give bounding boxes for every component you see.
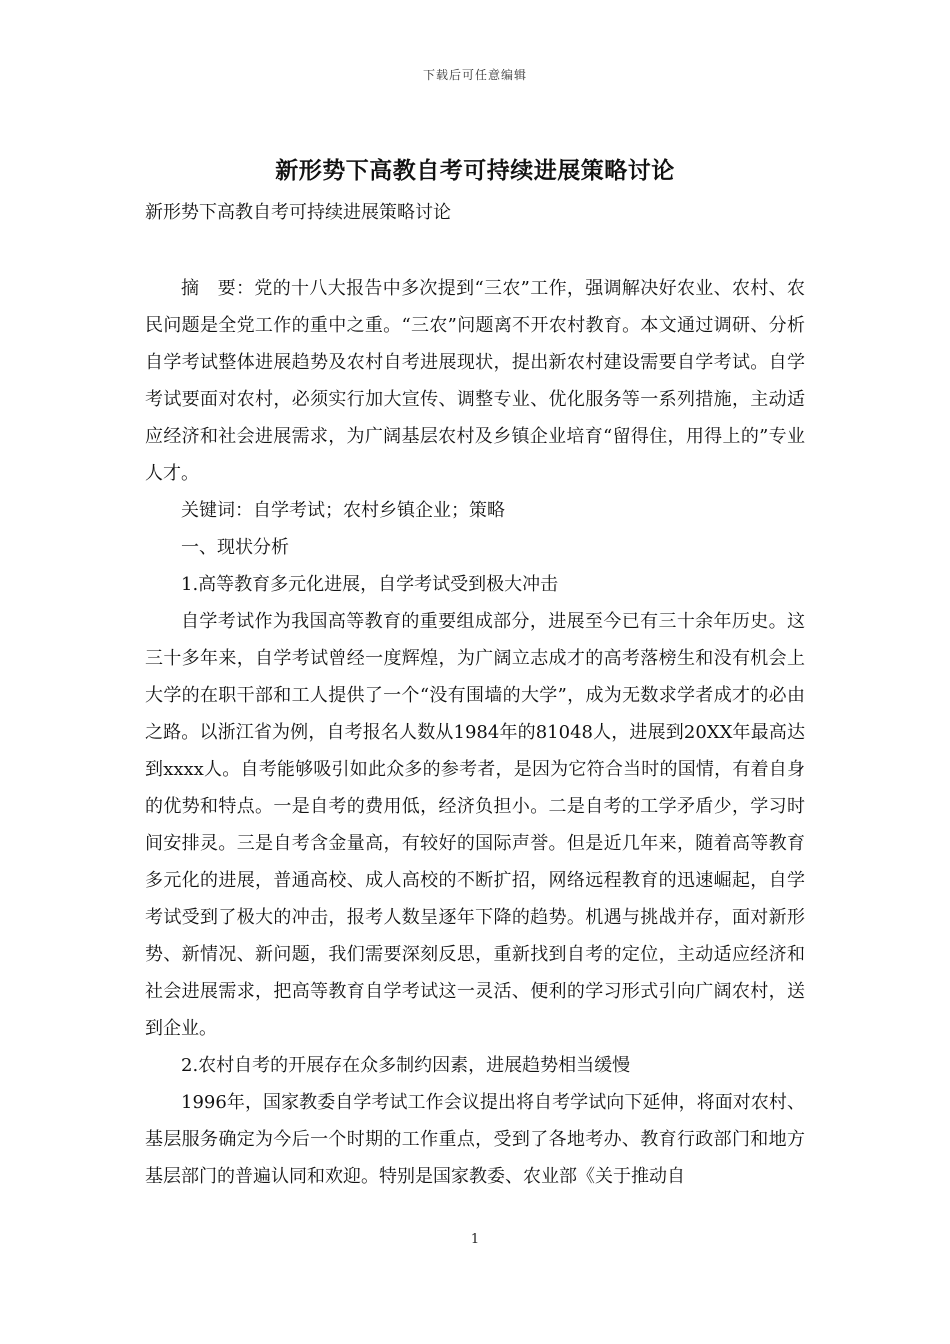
abstract-paragraph: 摘 要：党的十八大报告中多次提到“三农”工作，强调解决好农业、农村、农民问题是全党工作的重中之重。“三农”问题离不开农村教育。本文通过调研、分析自学考试整体进展趋势及农村自考进展现状，提出新农村建设需要自学考试。自学考试要面对农村，必须实行加大宣传、调整专业、优化服务等一系列措施，主动适应经济和社会进展需求，为广阔基层农村及乡镇企业培育“留得住，用得上的”专业人才。 — [145, 278, 805, 484]
document-title: 新形势下高教自考可持续进展策略讨论 — [275, 157, 675, 184]
keywords-paragraph: 关键词：自学考试；农村乡镇企业；策略 — [181, 500, 505, 521]
body-paragraph: 自学考试作为我国高等教育的重要组成部分，进展至今已有三十余年历史。这三十多年来，自学考试曾经一度辉煌，为广阔立志成才的高考落榜生和没有机会上大学的在职干部和工人提供了一个“没有围墙的大学”，成为无数求学者成才的必由之路。以浙江省为例，自考报名人数从1984年的81048人，进展到20XX年最高达到xxxx人。自考能够吸引如此众多的参考者，是因为它符合当时的国情，有着自身的优势和特点。一是自考的费用低，经济负担小。二是自考的工学矛盾少，学习时间安排灵。三是自考含金量高，有较好的国际声誉。但是近几年来，随着高等教育多元化的进展，普通高校、成人高校的不断扩招，网络远程教育的迅速崛起，自学考试受到了极大的冲击，报考人数呈逐年下降的趋势。机遇与挑战并存，面对新形势、新情况、新问题，我们需要深刻反思，重新找到自考的定位，主动适应经济和社会进展需求，把高等教育自学考试这一灵活、便利的学习形式引向广阔农村，送到企业。 — [145, 611, 805, 1039]
document-subtitle: 新形势下高教自考可持续进展策略讨论 — [145, 202, 451, 223]
subsection-heading: 2.农村自考的开展存在众多制约因素，进展趋势相当缓慢 — [181, 1055, 631, 1076]
page-number: 1 — [470, 1232, 480, 1247]
body-paragraph: 1996年，国家教委自学考试工作会议提出将自考学试向下延伸，将面对农村、基层服务确定为今后一个时期的工作重点，受到了各地考办、教育行政部门和地方基层部门的普遍认同和欢迎。特别是国家教委、农业部《关于推动自 — [145, 1092, 805, 1187]
subsection-heading: 1.高等教育多元化进展，自学考试受到极大冲击 — [181, 574, 559, 595]
section-heading: 一、现状分析 — [181, 537, 289, 558]
document-body — [145, 270, 805, 1195]
header-note: 下载后可任意编辑 — [422, 68, 527, 82]
